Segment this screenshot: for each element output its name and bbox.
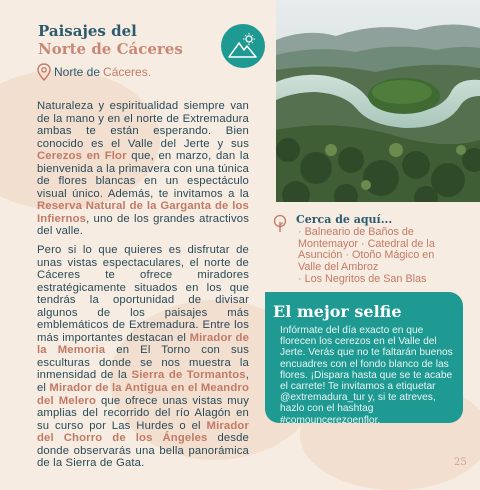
nearby-item: · Balneario de Baños de Montemayor · Catedral de la Asunción · Otoño Mágico en Valle del Ambroz: [298, 227, 460, 274]
highlight-mirador-memoria: Mirador de la Memoria: [37, 331, 250, 357]
location-place: Cáceres.: [103, 65, 152, 79]
page-title-line1: Paisajes del: [38, 22, 137, 40]
highlight-sierra-tormantos: Sierra de Tormantos: [131, 369, 246, 382]
location: [36, 63, 151, 81]
mountain-sun-icon: [221, 24, 265, 68]
landscape-photo: [276, 0, 480, 202]
article-text: Pero si lo que quieres es disfrutar de unas vistas espectaculares, el norte de Cáceres te ofrece miradores estratégicamente situados en los que tendrás la oportunidad de divisar algunos de los paisajes más emblemáticos de Extremadura. Entre los más importantes destacan el: [37, 244, 249, 344]
article-text: en El Torno con sus esculturas donde se nos muestra la inmensidad de la: [37, 344, 249, 382]
location-region: Norte de: [54, 65, 101, 79]
article-text: que, en marzo, dan la bienvenida a la primavera con una túnica de flores blancas en un espectáculo visual único. Además, te invitamos a la: [37, 150, 249, 200]
highlight-mirador-chorro: Mirador del Chorro de los Ángeles: [37, 419, 249, 445]
highlight-reserva: Reserva Natural de la Garganta de los Infiernos: [37, 200, 249, 225]
article-text: , el: [37, 369, 249, 395]
selfie-box: [265, 292, 463, 426]
nearby-item: · Los Negritos de San Blas: [298, 274, 460, 286]
selfie-text: Infórmate del día exacto en que florecen los cerezos en el Valle del Jerte. Verás que no te faltarán buenos encuadres con el fondo blanco de las flores. ¡Dispara hasta que se te acabe el carrete! Te invitamos a etiquetar @extremadura_tur y, si te atreves, hazlo con el hashtag #comouncerezoenflor.: [280, 325, 453, 426]
article-paragraph: [37, 100, 249, 238]
article-body: [37, 100, 249, 476]
article-text: , uno de los grandes atractivos del valle.: [37, 212, 249, 238]
page-number: 25: [454, 457, 467, 468]
article-text: que ofrece unas vistas muy amplias del recorrido del río Alagón en su curso por Las Hurdes o el: [37, 394, 249, 432]
highlight-mirador-antigua: Mirador de la Antigua en el Meandro del Melero: [37, 382, 249, 407]
selfie-title: El mejor selfie: [273, 302, 402, 321]
nearby-title: Cerca de aquí...: [296, 213, 393, 226]
nearby-list: [298, 227, 460, 286]
tree-icon: [270, 214, 290, 234]
article-paragraph: [37, 244, 249, 470]
page-title: [38, 22, 183, 58]
nearby-section: [270, 214, 460, 286]
map-pin-icon: [36, 63, 52, 81]
article-text: desde donde observarás una bella panorámica de la Sierra de Gata.: [37, 432, 249, 470]
highlight-cerezos: Cerezos en Flor: [37, 150, 127, 163]
page-title-line2: Norte de Cáceres: [38, 40, 183, 58]
article-text: Naturaleza y espiritualidad siempre van de la mano y en el norte de Extremadura ambas te están esperando. Bien conocido es el Valle del Jerte y sus: [37, 100, 249, 150]
